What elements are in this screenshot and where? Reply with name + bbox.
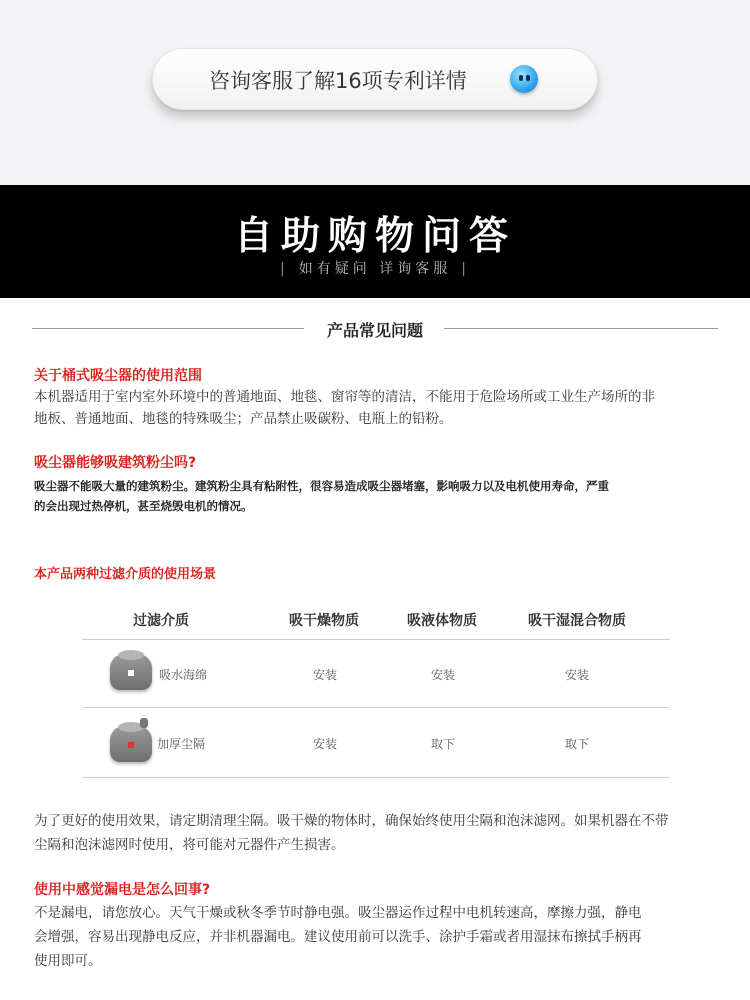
faq-question-3: 本产品两种过滤介质的使用场景 [34, 567, 217, 582]
table-header-medium: 过滤介质 [133, 613, 189, 629]
sponge-filter-icon [110, 654, 152, 690]
faq-answer-4-line-1: 不是漏电，请您放心。天气干燥或秋冬季节时静电强。吸尘器运作过程中电机转速高，摩擦力强，静电 [34, 905, 642, 921]
table-divider [82, 707, 670, 708]
chat-bot-icon [510, 65, 538, 93]
subtitle-divider-left: | [280, 261, 289, 277]
subtitle-text: 如有疑问 详询客服 [298, 261, 452, 277]
faq-answer-1-line-1: 本机器适用于室内室外环境中的普通地面、地毯、窗帘等的清洁，不能用于危险场所或工业生产场所的非 [34, 389, 655, 405]
table-row-1-dry: 安装 [313, 668, 338, 682]
filter-note-line-2: 尘隔和泡沫滤网时使用，将可能对元器件产生损害。 [34, 837, 345, 853]
table-divider [82, 777, 670, 778]
table-header-liquid: 吸液体物质 [407, 613, 477, 629]
filter-note-line-1: 为了更好的使用效果，请定期清理尘隔。吸干燥的物体时，确保始终使用尘隔和泡沫滤网。如果机器在不带 [34, 813, 669, 829]
table-row-1-liquid: 安装 [431, 668, 456, 682]
page-subtitle [0, 258, 750, 278]
faq-question-1: 关于桶式吸尘器的使用范围 [34, 368, 202, 384]
faq-question-2: 吸尘器能够吸建筑粉尘吗? [34, 455, 197, 471]
table-divider [82, 639, 670, 640]
table-row-2-dry: 安装 [313, 737, 338, 751]
consult-service-label: 咨询客服了解16项专利详情 [209, 69, 467, 93]
dust-bag-filter-icon [110, 726, 152, 762]
table-header-mixed: 吸干湿混合物质 [528, 613, 626, 629]
section-divider-right [444, 328, 718, 329]
faq-question-4: 使用中感觉漏电是怎么回事? [34, 882, 211, 898]
faq-answer-4-line-2: 会增强，容易出现静电反应，并非机器漏电。建议使用前可以洗手、涂护手霜或者用湿抹布擦拭手柄再 [34, 929, 642, 945]
consult-service-button[interactable] [152, 48, 598, 110]
table-row-2-medium: 加厚尘隔 [157, 737, 206, 751]
table-row-1-mixed: 安装 [565, 668, 590, 682]
faq-answer-4-line-3: 使用即可。 [34, 953, 102, 969]
top-banner [0, 0, 750, 185]
faq-answer-2-line-2: 的会出现过热停机，甚至烧毁电机的情况。 [34, 499, 253, 513]
table-row-2-mixed: 取下 [565, 737, 590, 751]
page-title: 自助购物问答 [233, 214, 516, 259]
table-header-dry: 吸干燥物质 [289, 613, 359, 629]
subtitle-divider-right: | [461, 261, 470, 277]
faq-answer-1-line-2: 地板、普通地面、地毯的特殊吸尘；产品禁止吸碳粉、电瓶上的铅粉。 [34, 411, 453, 427]
qa-header [0, 185, 750, 298]
table-row-1-medium: 吸水海绵 [159, 668, 208, 682]
section-title: 产品常见问题 [326, 321, 423, 340]
faq-answer-2-line-1: 吸尘器不能吸大量的建筑粉尘。建筑粉尘具有粘附性，很容易造成吸尘器堵塞，影响吸力以及电机使用寿命，严重 [34, 479, 609, 493]
table-row-2-liquid: 取下 [431, 737, 456, 751]
